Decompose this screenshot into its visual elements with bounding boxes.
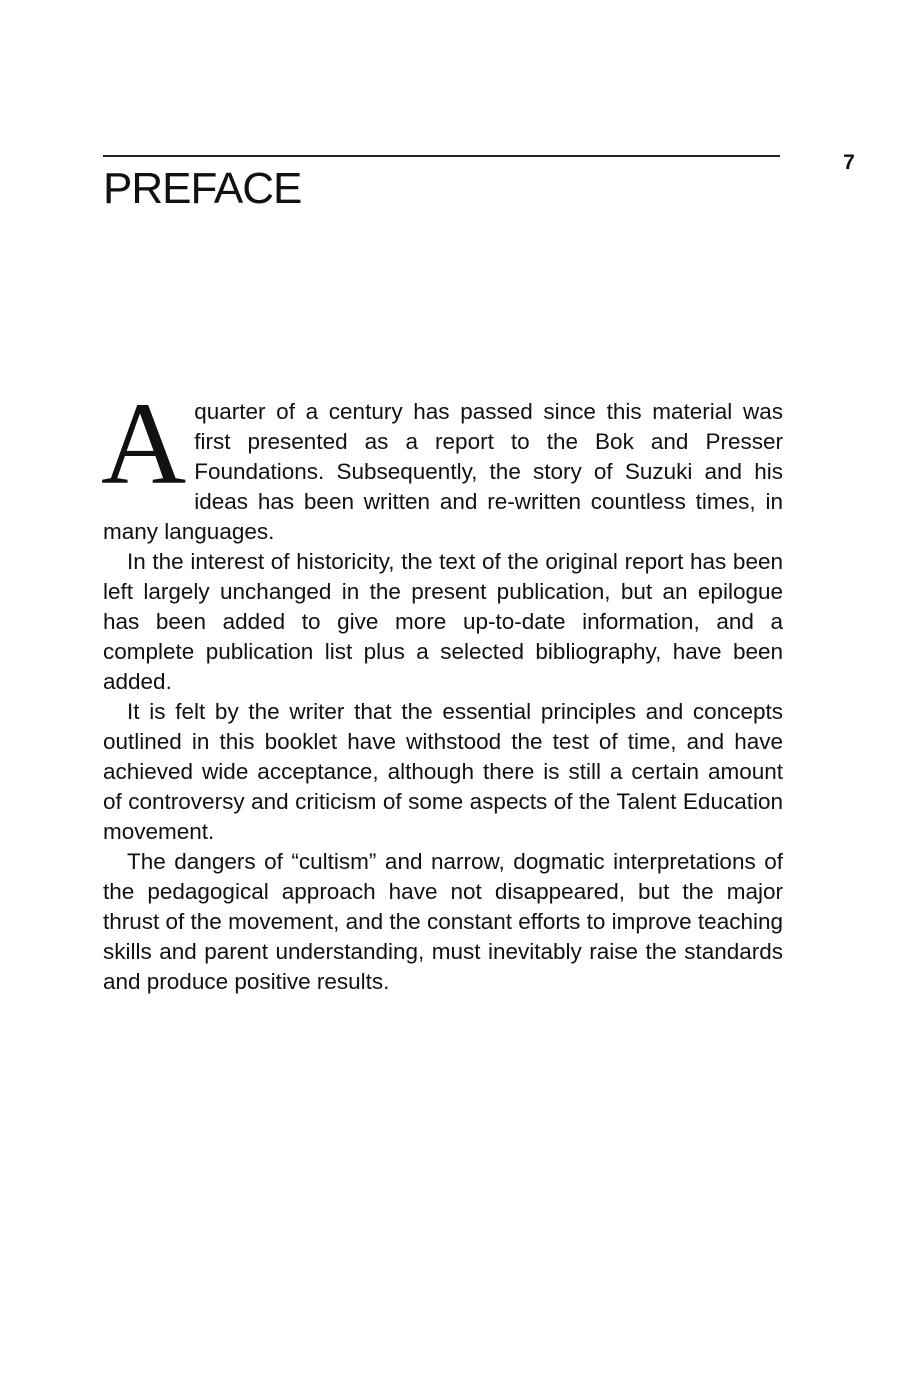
- paragraph-1-text: quarter of a century has passed since this material was first presented as a report to the Bok and Presser Foundations. Subsequently, the story of Suzuki and his ideas has been written and re-written countless times, in many languages.: [103, 399, 783, 544]
- paragraph-3: It is felt by the writer that the essential principles and concepts outlined in this booklet have withstood the test of time, and have achieved wide acceptance, although there is still a certain amount of controversy and criticism of some aspects of the Talent Education movement.: [103, 699, 783, 844]
- paragraph-2: In the interest of historicity, the text of the original report has been left largely unchanged in the present publication, but an epilogue has been added to give more up-to-date information, and a complete publication list plus a selected bibliography, have been added.: [103, 549, 783, 694]
- page-number: 7: [843, 151, 855, 174]
- drop-cap: A: [101, 378, 187, 509]
- paragraph-4: The dangers of “cultism” and narrow, dogmatic interpretations of the pedagogical approach have not disappeared, but the major thrust of the movement, and the constant efforts to improve teaching skills and parent understanding, must inevitably raise the standards and produce positive results.: [103, 849, 783, 994]
- paragraph-1: [101, 378, 783, 547]
- preface-text: [101, 378, 783, 997]
- header-rule: [103, 155, 780, 157]
- page-title: PREFACE: [103, 164, 302, 213]
